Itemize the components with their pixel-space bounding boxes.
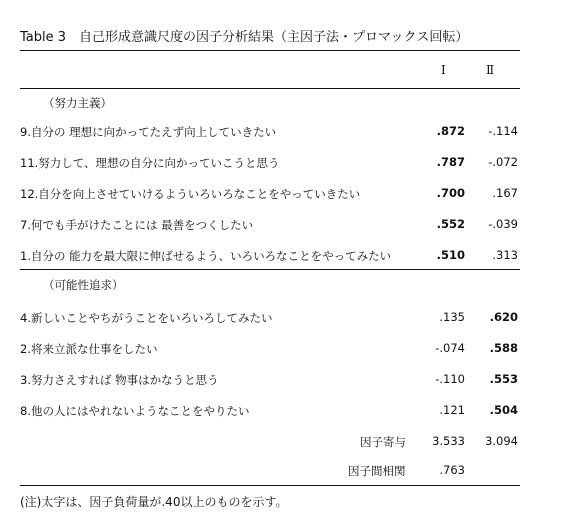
table-row <box>20 372 520 390</box>
loading-factor-1: -.074 <box>435 341 465 355</box>
item-label: 7.何でも手がけたことには 最善をつくしたい <box>20 218 254 232</box>
loading-factor-2: .504 <box>489 403 518 417</box>
item-label: 9.自分の 理想に向かってたえず向上していきたい <box>20 125 277 139</box>
loading-factor-1: .552 <box>436 217 465 231</box>
factor-contribution-label: 因子寄与 <box>360 435 406 449</box>
item-label: 3.努力さえすれば 物事はかなうと思う <box>20 373 219 387</box>
loading-factor-1: .135 <box>439 310 465 324</box>
table-row <box>20 248 520 266</box>
loading-factor-1: .872 <box>436 124 465 138</box>
loading-factor-1: -.110 <box>435 372 465 386</box>
item-label: 2.将来立派な仕事をしたい <box>20 342 158 356</box>
loading-factor-2: .167 <box>492 186 518 200</box>
item-label: 1.自分の 能力を最大限に伸ばせるよう、いろいろなことをやってみたい <box>20 249 392 263</box>
factor-1-header: Ⅰ <box>441 63 446 77</box>
factor-correlation-label: 因子間相関 <box>348 464 406 478</box>
table-row <box>20 217 520 235</box>
table-row <box>20 403 520 421</box>
loading-factor-2: .620 <box>489 310 518 324</box>
loading-factor-2: -.114 <box>488 124 518 138</box>
item-label: 11.努力して、理想の自分に向かっていこうと思う <box>20 156 280 170</box>
item-label: 12.自分を向上させていけるよういろいろなことをやっていきたい <box>20 187 361 201</box>
table-note: (注)太字は、因子負荷量が.40以上のものを示す。 <box>20 495 288 509</box>
table-row <box>20 310 520 328</box>
table-title: Table 3 自己形成意識尺度の因子分析結果（主因子法・プロマックス回転） <box>20 30 469 45</box>
factor-2-header: Ⅱ <box>486 63 495 77</box>
factor-correlation-value: .763 <box>439 463 465 477</box>
loading-factor-2: .313 <box>492 248 518 262</box>
section-heading-possibility: （可能性追求） <box>43 278 124 292</box>
section-rule <box>20 269 520 270</box>
item-label: 4.新しいことやちがうことをいろいろしてみたい <box>20 311 273 325</box>
top-rule <box>20 50 520 51</box>
factor-contribution-2: 3.094 <box>485 434 518 448</box>
loading-factor-1: .510 <box>436 248 465 262</box>
loading-factor-2: -.039 <box>488 217 518 231</box>
loading-factor-1: .787 <box>436 155 465 169</box>
section-heading-effort: （努力主義） <box>43 96 112 110</box>
bottom-rule <box>20 485 520 486</box>
loading-factor-2: -.072 <box>488 155 518 169</box>
table-row <box>20 341 520 359</box>
table-row <box>20 124 520 142</box>
factor-contribution-1: 3.533 <box>432 434 465 448</box>
loading-factor-2: .553 <box>489 372 518 386</box>
loading-factor-1: .121 <box>439 403 465 417</box>
loading-factor-1: .700 <box>436 186 465 200</box>
table-row <box>20 155 520 173</box>
item-label: 8.他の人にはやれないようなことをやりたい <box>20 404 250 418</box>
header-rule <box>20 88 520 89</box>
loading-factor-2: .588 <box>489 341 518 355</box>
table-row <box>20 186 520 204</box>
